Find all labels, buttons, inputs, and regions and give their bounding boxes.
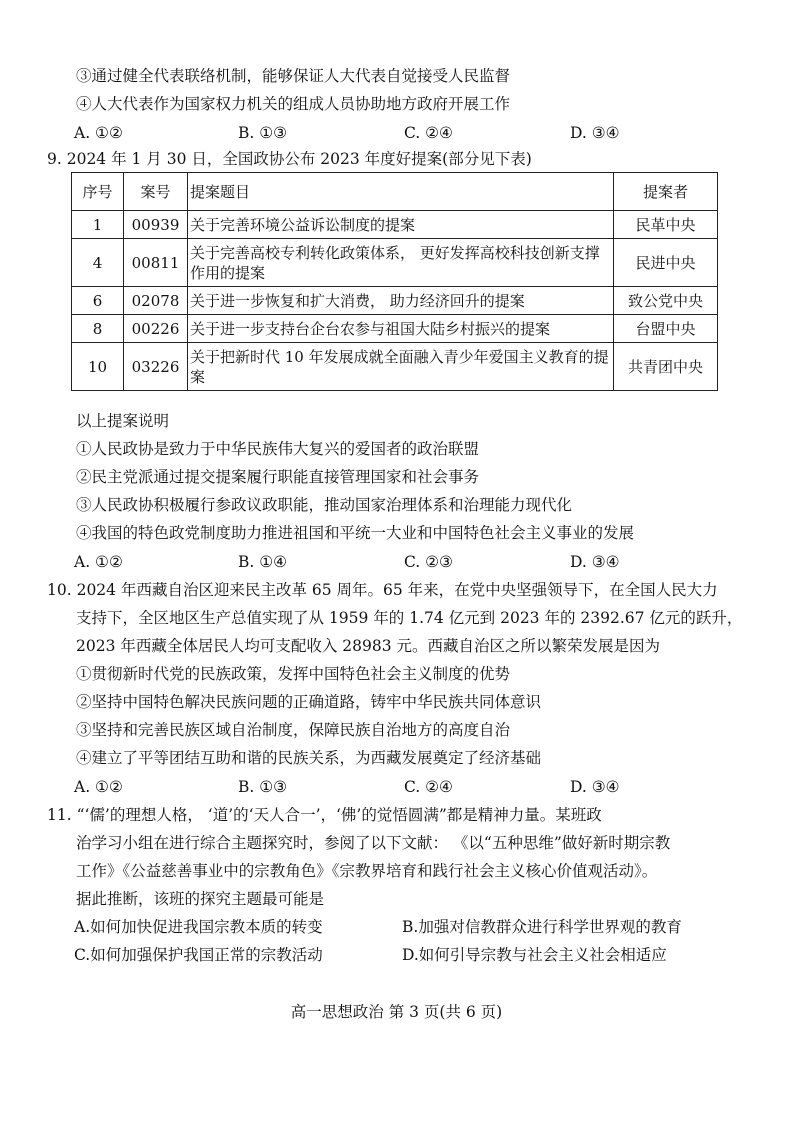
q8-options [74, 123, 734, 143]
proposal-table [71, 172, 718, 391]
table-cell: 00939 [124, 211, 188, 239]
q9-item-2: ②民主党派通过提交提案履行职能直接管理国家和社会事务 [76, 468, 480, 486]
table-cell: 00811 [124, 239, 188, 287]
page-footer: 高一思想政治 第 3 页(共 6 页) [290, 1003, 503, 1021]
q9-option-c[interactable]: C. ②③ [404, 553, 453, 571]
table-row [72, 211, 718, 239]
q8-item-4: ④人大代表作为国家权力机关的组成人员协助地方政府开展工作 [76, 95, 511, 113]
header-cell: 提案者 [614, 173, 718, 211]
q10-item-3: ③坚持和完善民族区域自治制度，保障民族自治地方的高度自治 [76, 721, 511, 739]
q10-item-1: ①贯彻新时代党的民族政策，发挥中国特色社会主义制度的优势 [76, 665, 511, 683]
q9-stem: 9. 2024 年 1 月 30 日，全国政协公布 2023 年度好提案(部分见下表) [47, 150, 532, 168]
table-cell: 关于把新时代 10 年发展成就全面融入青少年爱国主义教育的提案 [188, 343, 614, 391]
q9-option-b[interactable]: B. ①④ [238, 553, 288, 571]
table-row [72, 343, 718, 391]
q9-prompt: 以上提案说明 [76, 412, 170, 430]
table-cell: 关于进一步支持台企台农参与祖国大陆乡村振兴的提案 [188, 315, 614, 343]
q8-item-3: ③通过健全代表联络机制，能够保证人大代表自觉接受人民监督 [76, 67, 511, 85]
q10-option-a[interactable]: A. ①② [74, 778, 123, 796]
q8-option-c[interactable]: C. ②④ [404, 124, 453, 142]
q11-stem-line-3: 工作》《公益慈善事业中的宗教角色》《宗教界培育和践行社会主义核心价值观活动》。 [76, 862, 658, 880]
q9-options [74, 552, 734, 572]
q10-stem-line-3: 2023 年西藏全体居民人均可支配收入 28983 元。西藏自治区之所以繁荣发展是因为 [76, 637, 661, 655]
header-cell: 序号 [72, 173, 124, 211]
table-cell: 02078 [124, 287, 188, 315]
header-cell: 案号 [124, 173, 188, 211]
q11-option-a[interactable]: A.如何加快促进我国宗教本质的转变 [74, 918, 323, 936]
table-cell: 关于进一步恢复和扩大消费， 助力经济回升的提案 [188, 287, 614, 315]
q11-option-b[interactable]: B.加强对信教群众进行科学世界观的教育 [402, 918, 682, 936]
table-row [72, 239, 718, 287]
q10-option-b[interactable]: B. ①③ [238, 778, 288, 796]
table-cell: 台盟中央 [614, 315, 718, 343]
q10-item-4: ④建立了平等团结互助和谐的民族关系，为西藏发展奠定了经济基础 [76, 749, 542, 767]
q10-stem-line-2: 支持下，全区地区生产总值实现了从 1959 年的 1.74 亿元到 2023 年的 2392.67 亿元的跃升， [76, 609, 743, 627]
q10-options [74, 777, 734, 797]
table-cell: 8 [72, 315, 124, 343]
table-cell: 1 [72, 211, 124, 239]
q10-stem-line-1: 10. 2024 年西藏自治区迎来民主改革 65 周年。65 年来，在党中央坚强领导下，在全国人民大力 [47, 581, 718, 599]
table-cell: 民进中央 [614, 239, 718, 287]
q11-stem-line-2: 治学习小组在进行综合主题探究时，参阅了以下文献： 《以“五种思维”做好新时期宗教 [76, 834, 671, 852]
q9-item-3: ③人民政协积极履行参政议政职能，推动国家治理体系和治理能力现代化 [76, 496, 573, 514]
table-header-row [72, 173, 718, 211]
table-cell: 共青团中央 [614, 343, 718, 391]
q10-item-2: ②坚持中国特色解决民族问题的正确道路，铸牢中华民族共同体意识 [76, 693, 542, 711]
q9-item-4: ④我国的特色政党制度助力推进祖国和平统一大业和中国特色社会主义事业的发展 [76, 524, 635, 542]
q8-option-d[interactable]: D. ③④ [570, 124, 620, 142]
table-row [72, 315, 718, 343]
q9-item-1: ①人民政协是致力于中华民族伟大复兴的爱国者的政治联盟 [76, 440, 480, 458]
header-cell: 提案题目 [188, 173, 614, 211]
q9-option-d[interactable]: D. ③④ [570, 553, 620, 571]
q10-option-c[interactable]: C. ②④ [404, 778, 453, 796]
table-cell: 6 [72, 287, 124, 315]
table-cell: 民革中央 [614, 211, 718, 239]
table-cell: 4 [72, 239, 124, 287]
table-cell: 00226 [124, 315, 188, 343]
q10-option-d[interactable]: D. ③④ [570, 778, 620, 796]
q11-stem-line-4: 据此推断，该班的探究主题最可能是 [76, 890, 325, 908]
q8-option-b[interactable]: B. ①③ [238, 124, 288, 142]
table-row [72, 287, 718, 315]
table-cell: 致公党中央 [614, 287, 718, 315]
q11-option-d[interactable]: D.如何引导宗教与社会主义社会相适应 [402, 946, 667, 964]
table-cell: 10 [72, 343, 124, 391]
q8-option-a[interactable]: A. ①② [74, 124, 123, 142]
q9-option-a[interactable]: A. ①② [74, 553, 123, 571]
table-cell: 关于完善高校专利转化政策体系， 更好发挥高校科技创新支撑作用的提案 [188, 239, 614, 287]
table-cell: 03226 [124, 343, 188, 391]
q11-option-c[interactable]: C.如何加强保护我国正常的宗教活动 [74, 946, 323, 964]
table-cell: 关于完善环境公益诉讼制度的提案 [188, 211, 614, 239]
q11-stem-line-1: 11. “‘儒’的理想人格， ‘道’的‘天人合一’，‘佛’的觉悟圆满”都是精神力量。某班政 [47, 806, 602, 824]
